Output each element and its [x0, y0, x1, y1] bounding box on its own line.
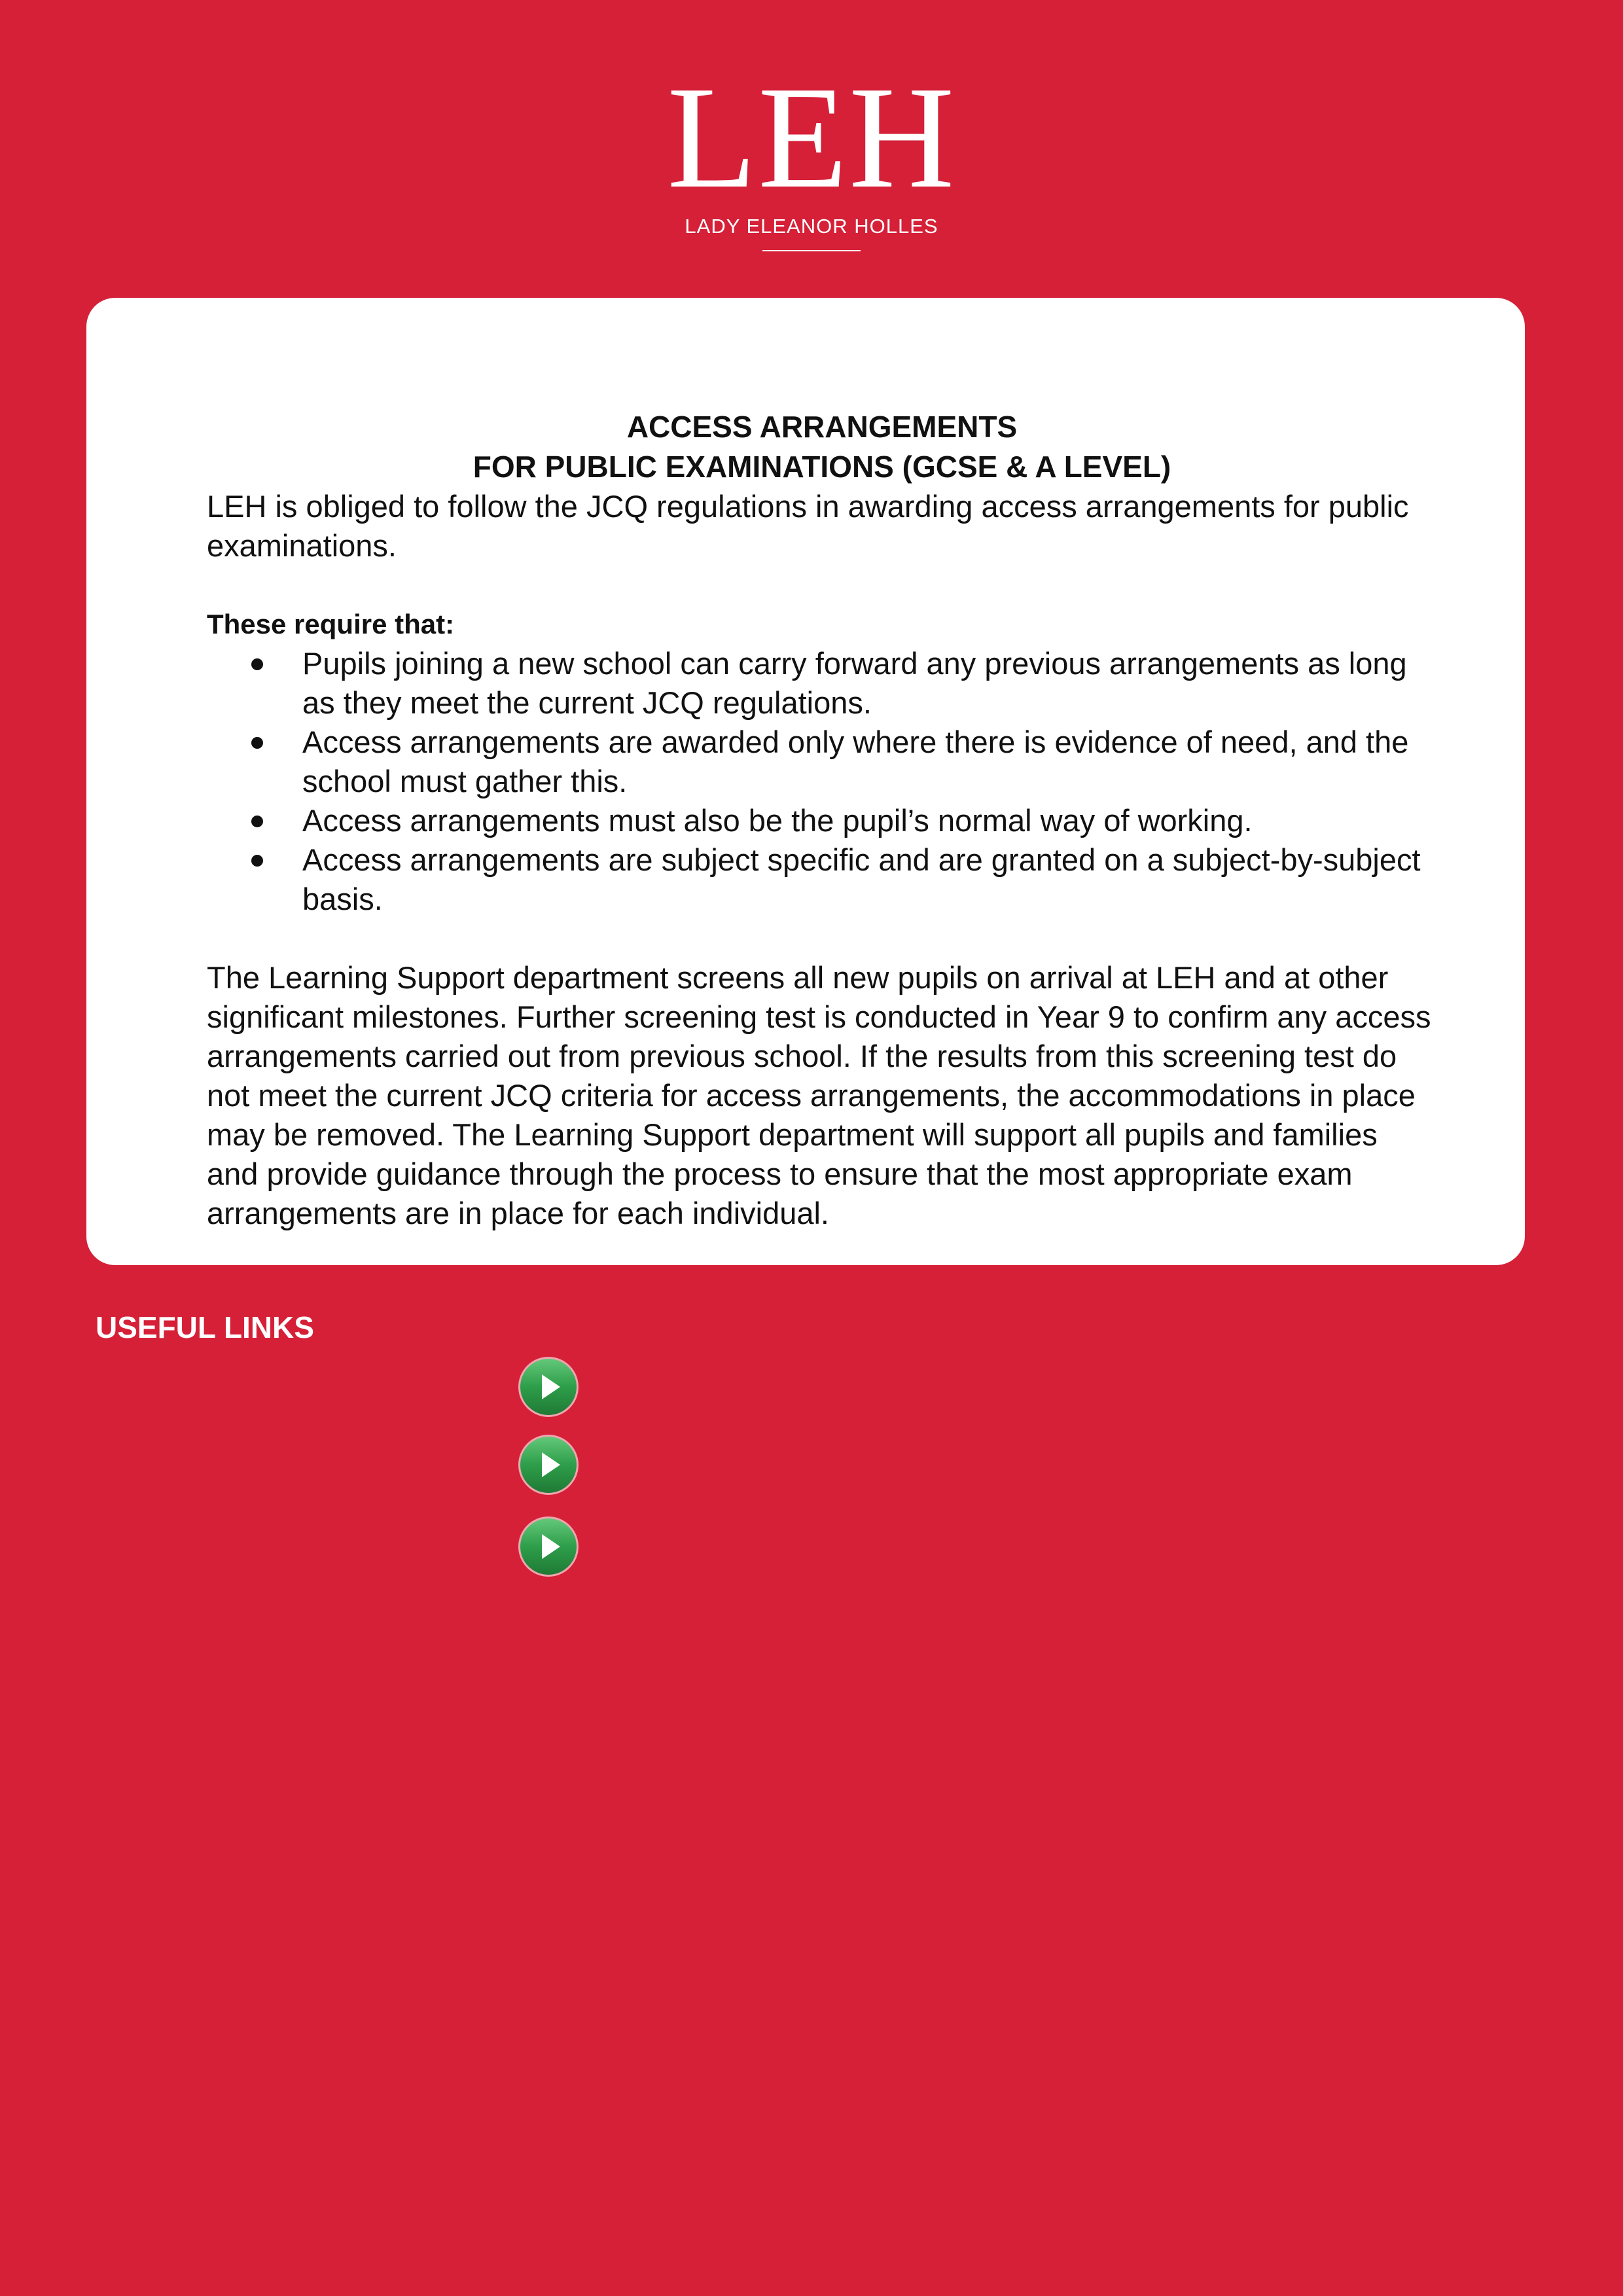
list-item [207, 801, 1441, 840]
bullet-icon [251, 737, 263, 749]
intro-paragraph: LEH is obliged to follow the JCQ regulations in awarding access arrangements for public examinations. [207, 489, 1409, 563]
useful-link-play-button-3[interactable] [517, 1515, 580, 1578]
list-item-text: Access arrangements are awarded only where there is evidence of need, and the school must gather this. [302, 725, 1409, 798]
useful-links-heading: USEFUL LINKS [96, 1310, 314, 1344]
bullet-icon [251, 658, 263, 670]
list-item [207, 644, 1441, 723]
logo-underline [762, 250, 861, 251]
useful-link-play-button-2[interactable] [517, 1433, 580, 1496]
list-item [207, 840, 1441, 919]
school-logo [0, 56, 1623, 251]
list-item-text: Pupils joining a new school can carry forward any previous arrangements as long as they meet the current JCQ regulations. [302, 646, 1407, 720]
play-icon[interactable] [517, 1515, 580, 1578]
list-item [207, 723, 1441, 801]
logo-mark: LEH [667, 56, 956, 219]
spacer [207, 919, 1437, 958]
bullet-icon [251, 855, 263, 867]
page-title-line-2: FOR PUBLIC EXAMINATIONS (GCSE & A LEVEL) [473, 450, 1171, 484]
bullet-icon [251, 816, 263, 827]
access-arrangements-card [86, 298, 1525, 1265]
spacer [207, 565, 1437, 605]
list-item-text: Access arrangements are subject specific and are granted on a subject-by-subject basis. [302, 842, 1421, 916]
logo-school-name: LADY ELEANOR HOLLES [685, 215, 938, 238]
card-content [207, 407, 1437, 1233]
page-title-line-1: ACCESS ARRANGEMENTS [626, 410, 1018, 444]
play-icon[interactable] [517, 1355, 580, 1418]
useful-link-play-button-1[interactable] [517, 1355, 580, 1418]
list-item-text: Access arrangements must also be the pupil’s normal way of working. [302, 803, 1253, 838]
requirements-list [207, 644, 1437, 919]
play-icon[interactable] [517, 1433, 580, 1496]
learning-support-paragraph: The Learning Support department screens all new pupils on arrival at LEH and at other significant milestones. Further screening test is conducted in Year 9 to confirm any access arrangements carried out from previous school. If the results from this screening test do not meet the current JCQ criteria for access arrangements, the accommodations in place may be removed. The Learning Support department will support all pupils and families and provide guidance through the process to ensure that the most appropriate exam arrangements are in place for each individual. [207, 960, 1431, 1230]
requirements-heading: These require that: [207, 609, 455, 639]
